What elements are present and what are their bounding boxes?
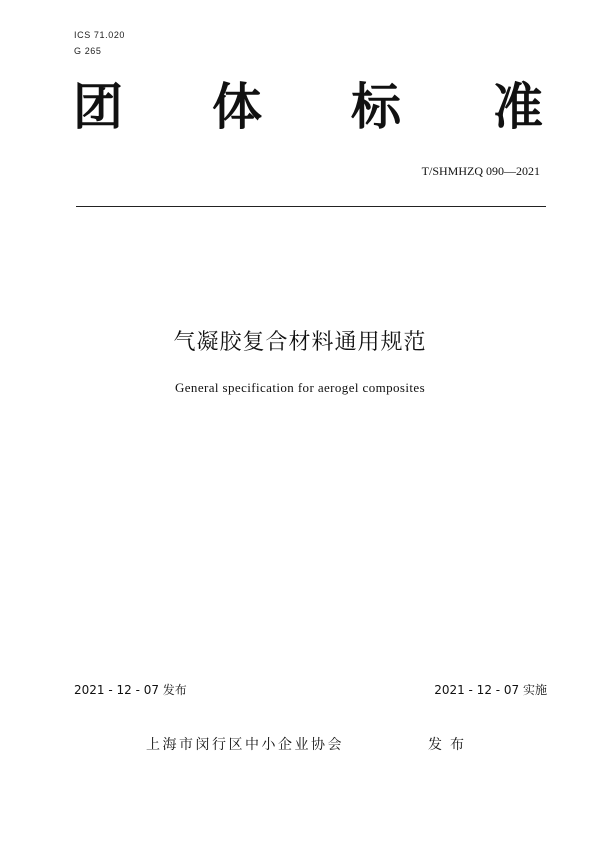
publish-label: 发布 [428,737,472,753]
standard-number: T/SHMHZQ 090—2021 [421,164,540,178]
document-type-char: 标 [351,78,401,136]
publisher-name: 上海市闵行区中小企业协会 [146,737,344,753]
document-type-char: 体 [212,78,262,136]
document-type-char: 准 [493,78,543,136]
ics-code: ICS 71.020 [74,30,126,40]
document-type-char: 团 [73,78,123,136]
issue-date: 2021 - 12 - 07 发布 [74,683,187,697]
header-divider [76,206,546,207]
document-title-english: General specification for aerogel composites [174,380,426,395]
implementation-date: 2021 - 12 - 07 实施 [434,683,547,697]
document-title-chinese: 气凝胶复合材料通用规范 [173,330,427,355]
ccs-code: G 265 [74,46,102,56]
